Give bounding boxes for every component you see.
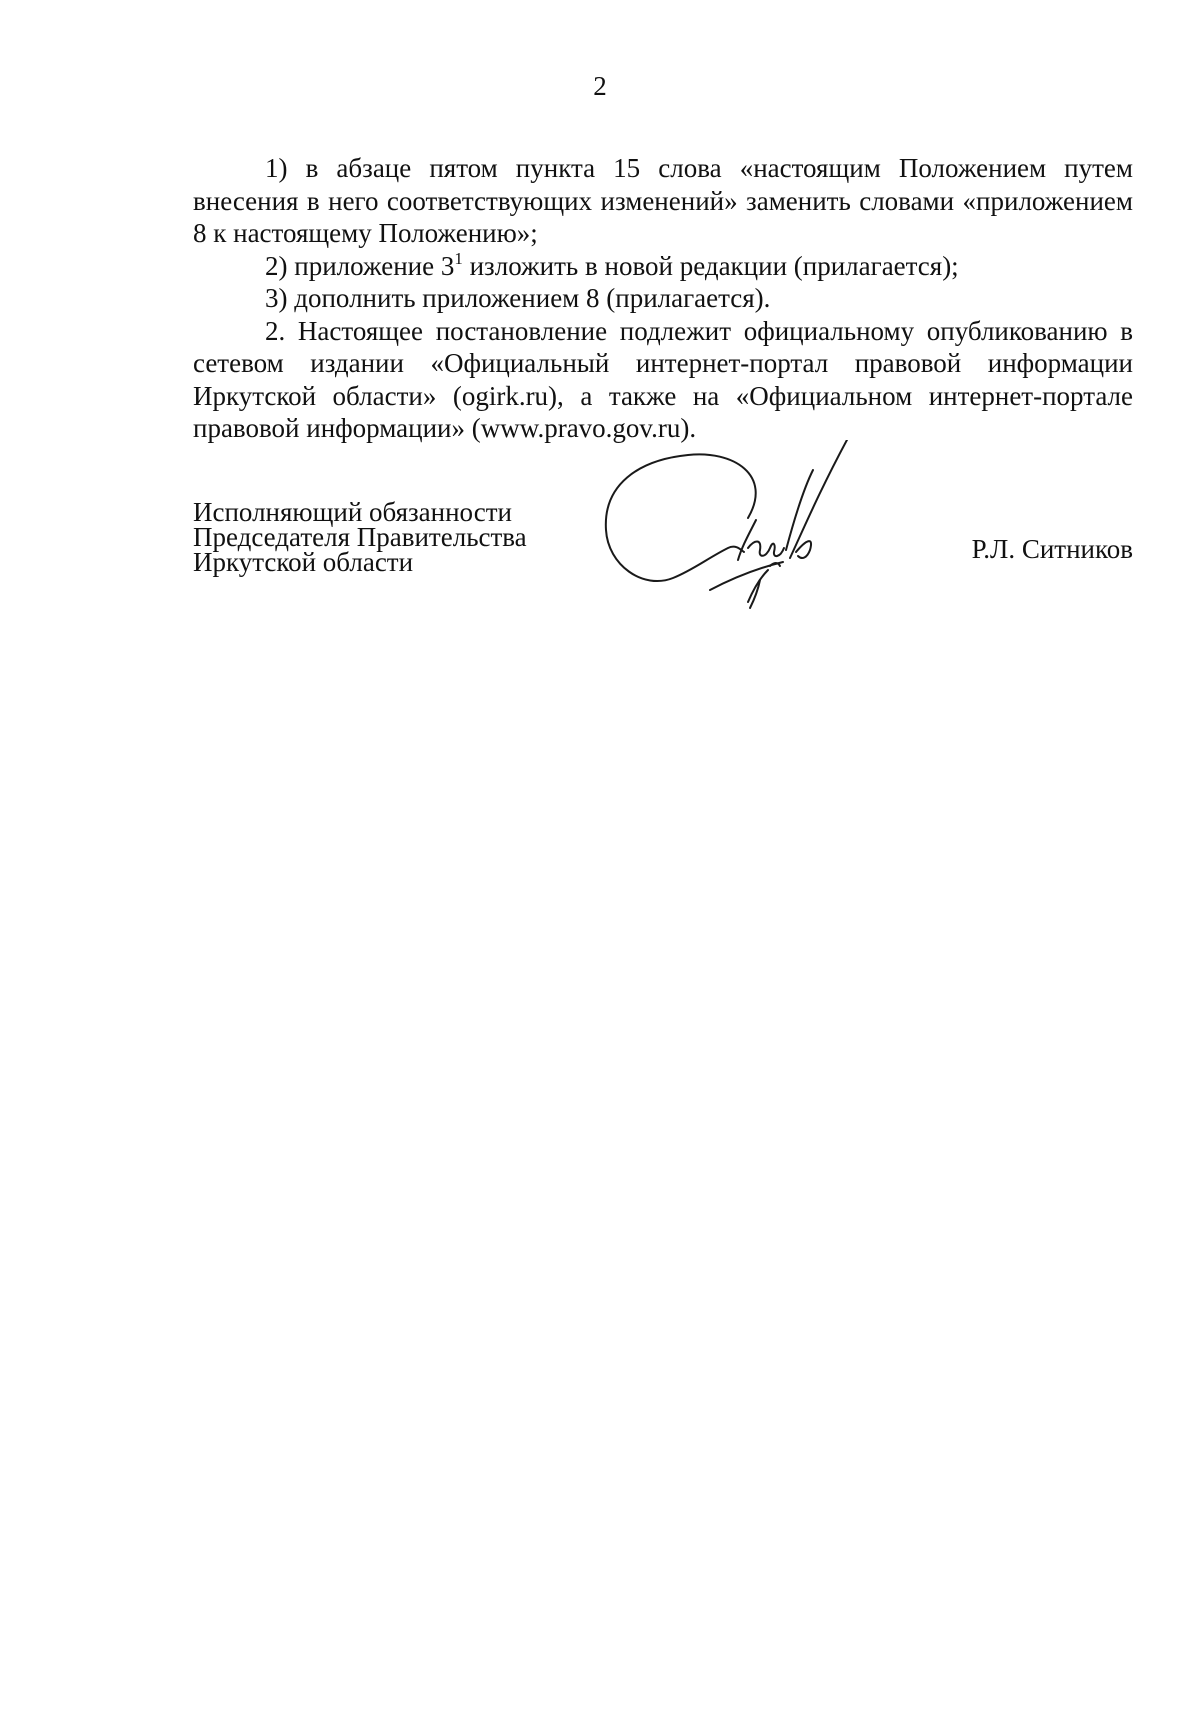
document-body bbox=[193, 152, 1133, 445]
paragraph-item-2-start: 2) приложение 3 bbox=[265, 250, 455, 281]
paragraph-item-2-end: изложить в новой редакции (прилагается); bbox=[462, 250, 959, 281]
paragraph-item-1: 1) в абзаце пятом пункта 15 слова «настоящим Положением путем внесения в него соответствующих изменений» заменить словами «приложением 8 к настоящему Положению»; bbox=[193, 153, 1133, 248]
signer-position-line-1: Исполняющий обязанности bbox=[193, 497, 512, 527]
handwritten-signature bbox=[598, 440, 898, 620]
paragraph-item-3: 3) дополнить приложением 8 (прилагается). bbox=[265, 283, 771, 313]
superscript-index: 1 bbox=[454, 248, 463, 268]
signer-name: Р.Л. Ситников bbox=[971, 534, 1133, 564]
paragraph-item-2 bbox=[193, 250, 1133, 283]
page-number: 2 bbox=[593, 71, 607, 101]
signer-position-line-2: Председателя Правительства bbox=[193, 522, 527, 552]
signer-position-line-3: Иркутской области bbox=[193, 547, 414, 577]
paragraph-publication: 2. Настоящее постановление подлежит официальному опубликованию в сетевом издании «Официальный интернет-портал правовой информации Иркутской области» (ogirk.ru), а также на «Официальном интернет-портале правовой информации» (www.pravo.gov.ru). bbox=[193, 315, 1133, 443]
signer-position bbox=[193, 497, 527, 577]
